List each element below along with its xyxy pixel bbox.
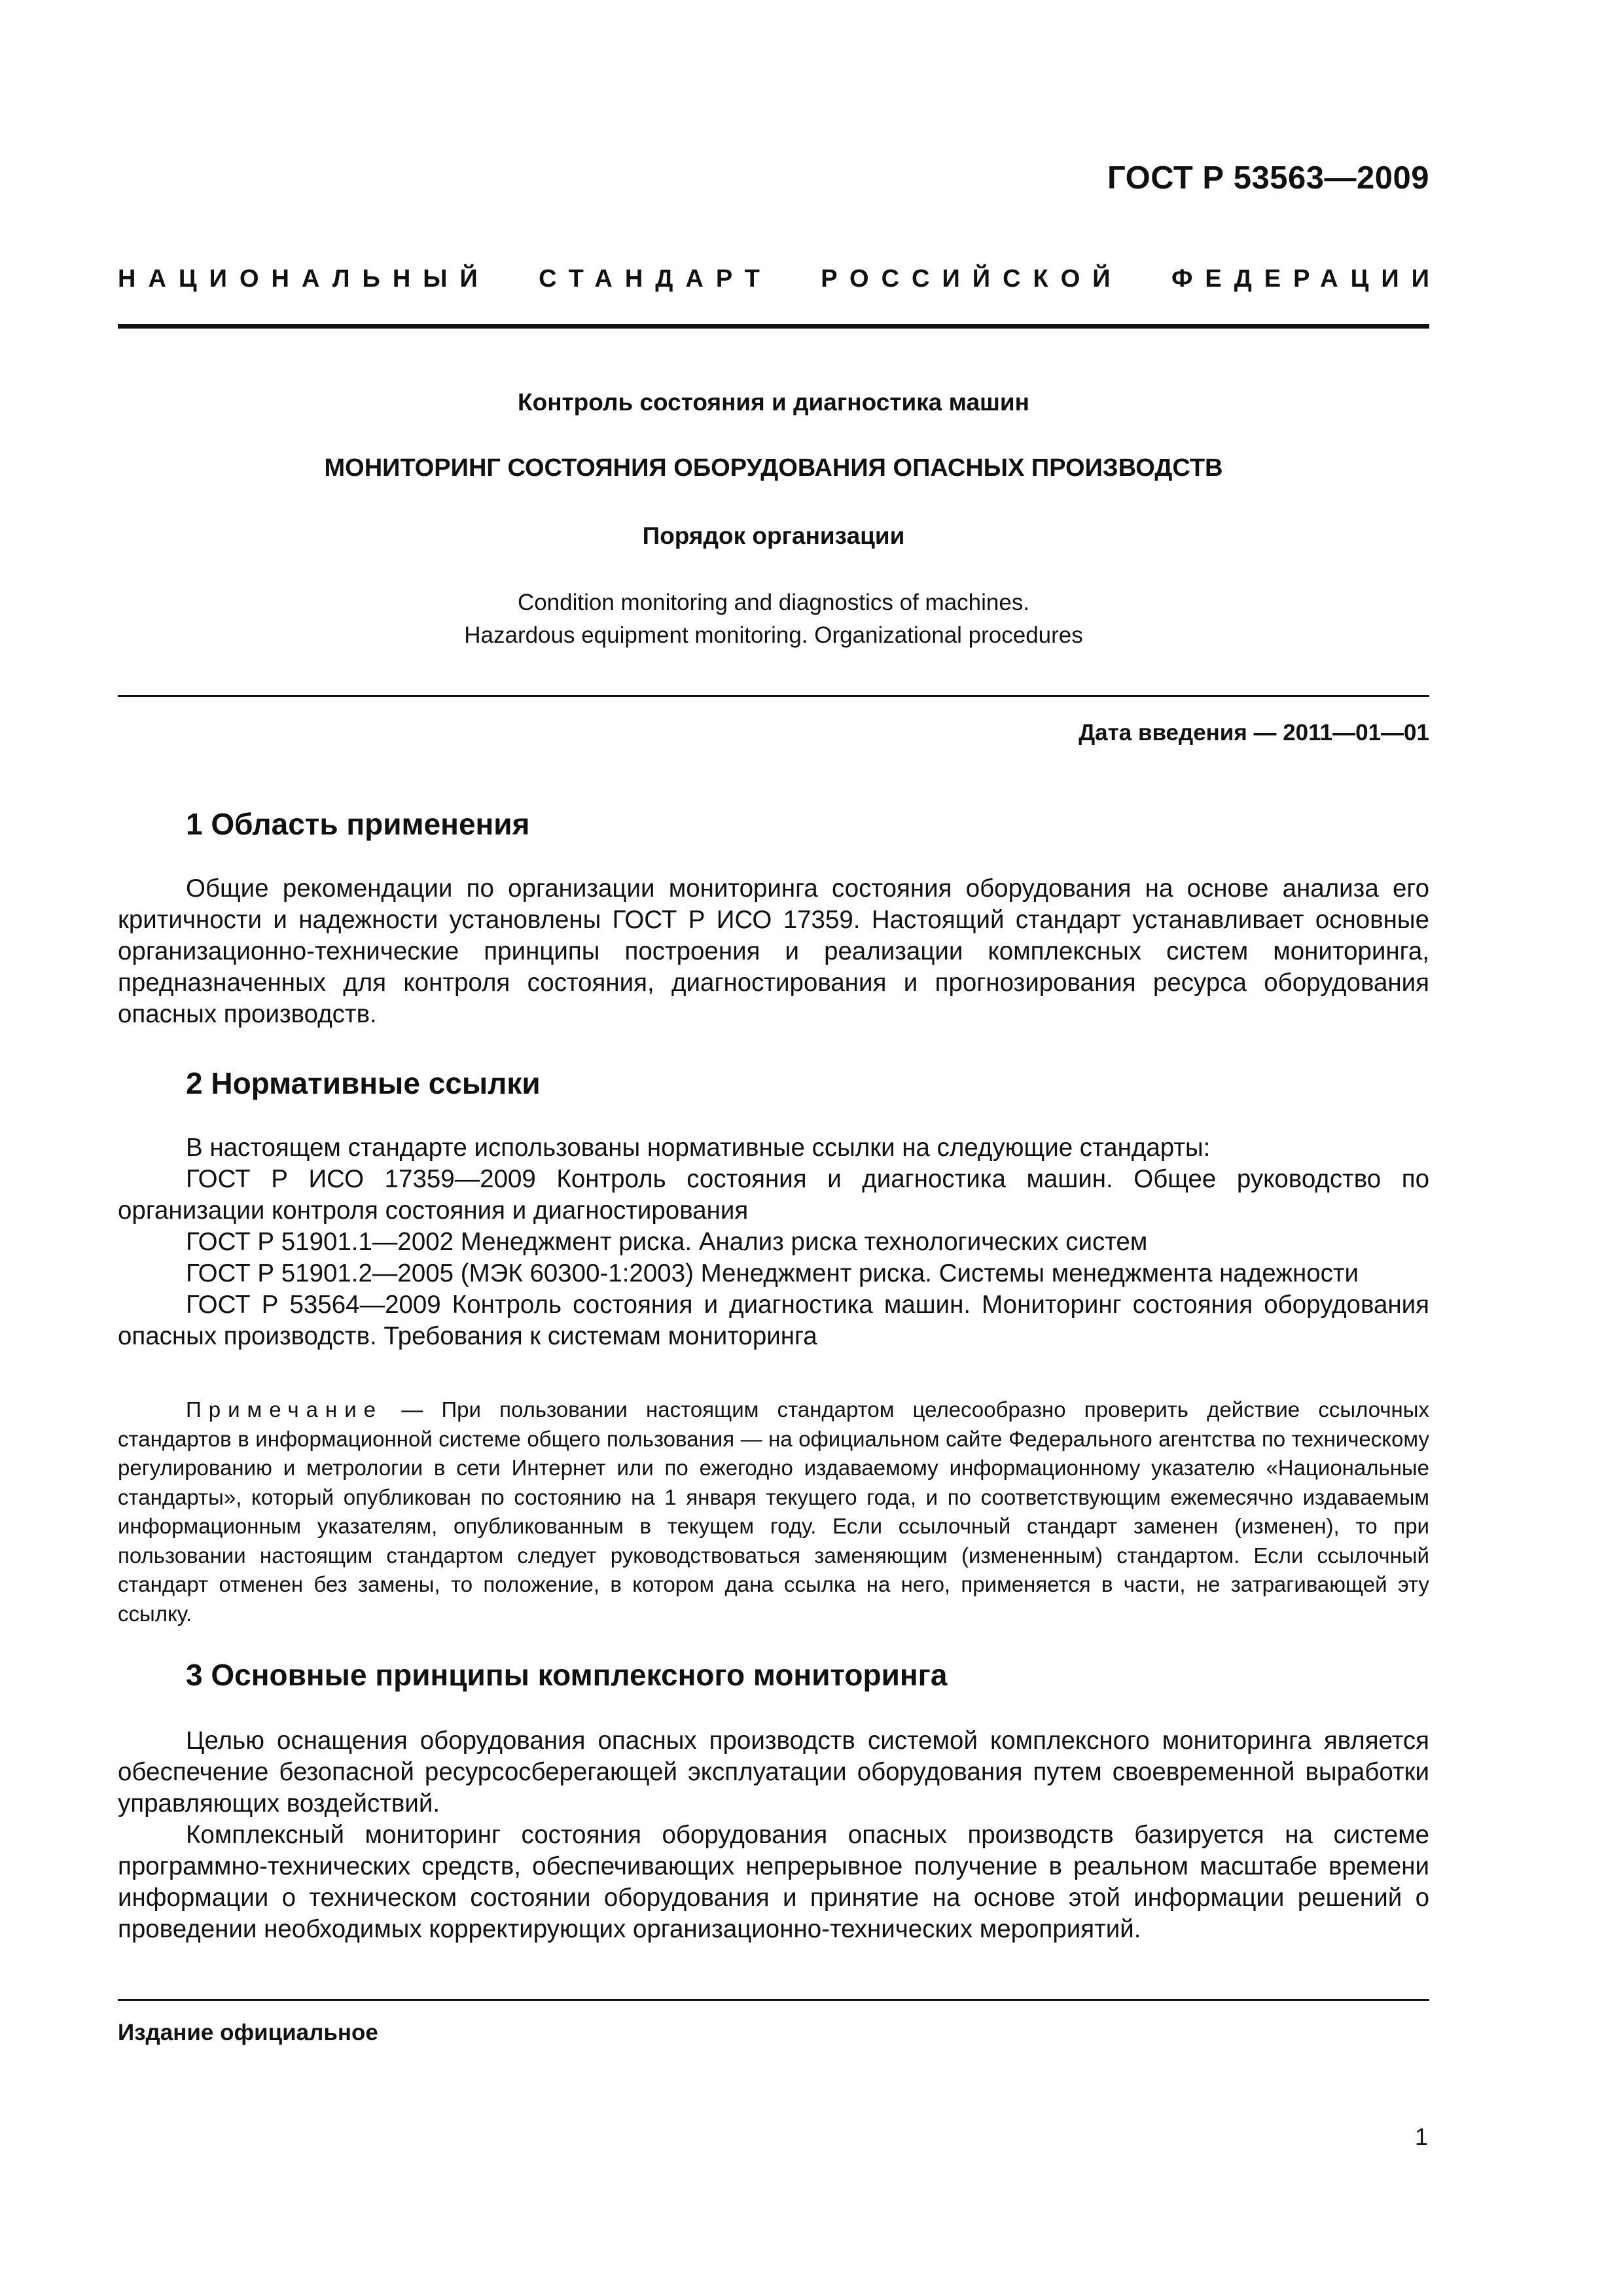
title-divider xyxy=(118,695,1429,697)
reference-item: ГОСТ Р 51901.1—2002 Менеджмент риска. Анализ риска технологических систем xyxy=(186,1228,1148,1256)
reference-item: ГОСТ Р ИСО 17359—2009 Контроль состояния и диагностика машин. Общее руководство по организации контроля состояния и диагностирования xyxy=(118,1165,1429,1225)
section-2-heading: 2 Нормативные ссылки xyxy=(186,1066,541,1100)
paragraph: Целью оснащения оборудования опасных производств системой комплексного мониторинга является обеспечение безопасной ресурсосберегающей эксплуатации оборудования путем своевременной выработки управляющих воздействий. xyxy=(118,1727,1429,1818)
title-main: МОНИТОРИНГ СОСТОЯНИЯ ОБОРУДОВАНИЯ ОПАСНЫХ ПРОИЗВОДСТВ xyxy=(324,454,1223,482)
banner-word: НАЦИОНАЛЬНЫЙ xyxy=(118,265,490,293)
paragraph: Комплексный мониторинг состояния оборудования опасных производств базируется на системе программно-технических средств, обеспечивающих непрерывное получение в реальном масштабе времени информации о техническом состоянии оборудования и принятие на основе этой информации решений о проведении необходимых корректирующих организационно-технических мероприятий. xyxy=(118,1821,1429,1943)
national-standard-banner xyxy=(118,265,1442,293)
english-title xyxy=(118,586,1429,652)
banner-word: ФЕДЕРАЦИИ xyxy=(1171,265,1442,293)
paragraph: В настоящем стандарте использованы нормативные ссылки на следующие стандарты: xyxy=(186,1134,1211,1162)
section-2-body xyxy=(118,1132,1429,1352)
paragraph: Общие рекомендации по организации мониторинга состояния оборудования на основе анализа его критичности и надежности установлены ГОСТ Р ИСО 17359. Настоящий стандарт устанавливает основные организационно-технические принципы построения и реализации комплексных систем мониторинга, предназначенных для контроля состояния, диагностирования и прогнозирования ресурса оборудования опасных производств. xyxy=(118,874,1429,1028)
title-subtitle: Порядок организации xyxy=(642,522,905,549)
banner-word: СТАНДАРТ xyxy=(539,265,772,293)
section-3-heading: 3 Основные принципы комплексного мониторинга xyxy=(186,1658,948,1692)
title-line-1: Контроль состояния и диагностика машин xyxy=(518,389,1029,416)
page-number: 1 xyxy=(1414,2123,1428,2150)
note-label: Примечание xyxy=(186,1397,383,1422)
reference-item: ГОСТ Р 51901.2—2005 (МЭК 60300-1:2003) Менеджмент риска. Системы менеджмента надежности xyxy=(186,1259,1359,1287)
banner-word: РОССИЙСКОЙ xyxy=(821,265,1123,293)
section-3-body xyxy=(118,1725,1429,1945)
reference-item: ГОСТ Р 53564—2009 Контроль состояния и диагностика машин. Мониторинг состояния оборудования опасных производств. Требования к системам мониторинга xyxy=(118,1291,1429,1350)
official-edition-label: Издание официальное xyxy=(118,2020,378,2045)
footer-divider xyxy=(118,1999,1429,2001)
section-1-body xyxy=(118,873,1429,1030)
section-1-heading: 1 Область применения xyxy=(186,807,530,841)
standard-code: ГОСТ Р 53563—2009 xyxy=(1107,160,1429,196)
note-paragraph xyxy=(118,1395,1429,1628)
english-title-line-1: Condition monitoring and diagnostics of machines. xyxy=(517,590,1030,615)
note-text: — При пользовании настоящим стандартом целесообразно проверить действие ссылочных стандартов в информационной системе общего пользования — на официальном сайте Федерального агентства по техническому регулированию и метрологии в сети Интернет или по ежегодно издаваемому информационному указателю «Национальные стандарты», который опубликован по состоянию на 1 января текущего года, и по соответствующим ежемесячно издаваемым информационным указателям, опубликованным в текущем году. Если ссылочный стандарт заменен (изменен), то при пользовании настоящим стандартом следует руководствоваться заменяющим (измененным) стандартом. Если ссылочный стандарт отменен без замены, то положение, в котором дана ссылка на него, применяется в части, не затрагивающей эту ссылку. xyxy=(118,1397,1429,1626)
introduction-date: Дата введения — 2011—01—01 xyxy=(1079,720,1429,745)
section-2-note xyxy=(118,1395,1429,1628)
header-divider xyxy=(118,324,1429,329)
english-title-line-2: Hazardous equipment monitoring. Organizational procedures xyxy=(464,622,1083,648)
